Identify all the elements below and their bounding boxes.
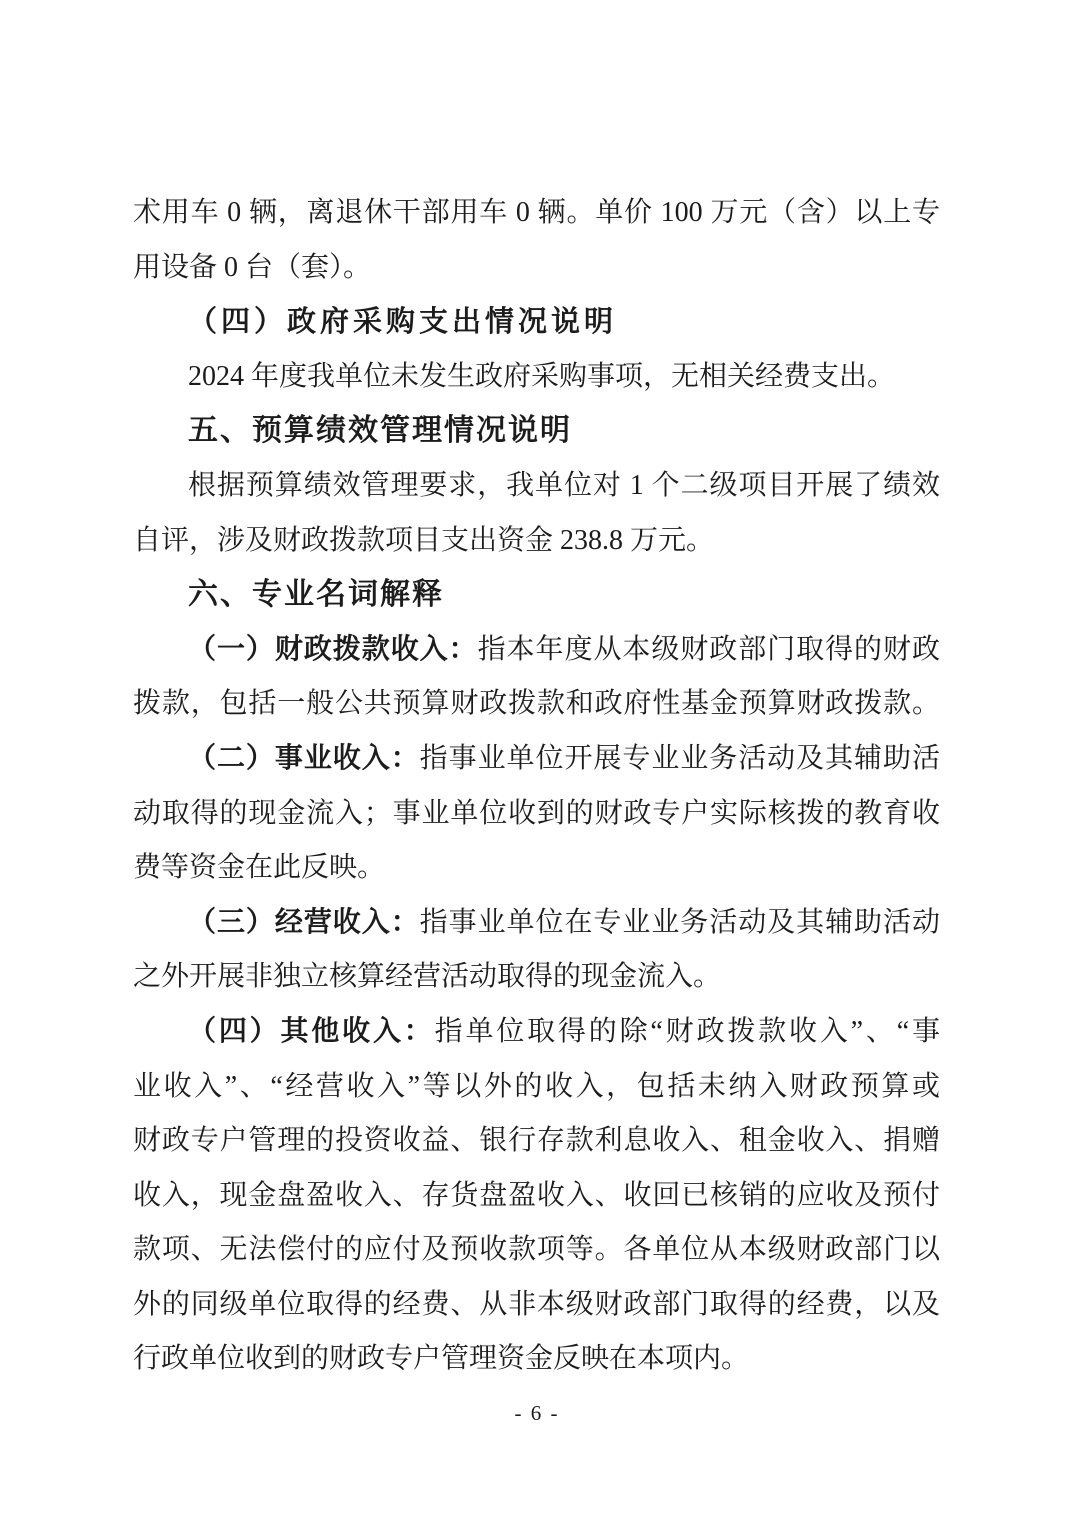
text-line <box>133 677 940 732</box>
text-run: 五、预算绩效管理情况说明 <box>188 414 572 448</box>
subsection-heading <box>133 295 940 350</box>
text-run: 费等资金在此反映。 <box>133 852 386 884</box>
page-number: - 6 - <box>514 1401 560 1425</box>
text-run: 指单位取得的除“财政拨款收入”、“事 <box>434 1015 940 1047</box>
text-line <box>133 950 940 1005</box>
text-line <box>133 623 940 678</box>
text-line <box>133 1060 940 1115</box>
section-heading <box>133 568 940 623</box>
text-run: 外的同级单位取得的经费、从非本级财政部门取得的经费，以及 <box>133 1288 940 1320</box>
text-line <box>133 841 940 896</box>
text-run: 财政专户管理的投资收益、银行存款利息收入、租金收入、捐赠 <box>133 1125 940 1157</box>
text-line <box>133 1332 940 1387</box>
text-run: 收入，现金盘盈收入、存货盘盈收入、收回已核销的应收及预付 <box>133 1179 940 1211</box>
text-line <box>133 514 940 569</box>
text-line <box>133 1005 940 1060</box>
text-run: 自评，涉及财政拨款项目支出资金 238.8 万元。 <box>133 524 715 556</box>
text-run: 指事业单位开展专业业务活动及其辅助活 <box>419 742 940 774</box>
text-run: 术用车 0 辆，离退休干部用车 0 辆。单价 100 万元（含）以上专 <box>133 197 940 228</box>
text-run: 用设备 0 台（套）。 <box>133 251 372 283</box>
term-label: （三）经营收入： <box>188 906 420 938</box>
text-line <box>133 732 940 787</box>
document-body <box>133 186 940 1387</box>
text-line <box>133 787 940 842</box>
text-run: 指本年度从本级财政部门取得的财政 <box>477 633 940 665</box>
text-run: 之外开展非独立核算经营活动取得的现金流入。 <box>133 961 722 993</box>
text-line <box>133 1169 940 1224</box>
term-label: （二）事业收入： <box>188 742 420 774</box>
text-run: 根据预算绩效管理要求，我单位对 1 个二级项目开展了绩效 <box>188 469 940 501</box>
section-heading <box>133 404 940 459</box>
term-label: （一）财政拨款收入： <box>188 633 478 665</box>
text-run: 指事业单位在专业业务活动及其辅助活动 <box>419 906 940 938</box>
text-run: 2024 年度我单位未发生政府采购事项，无相关经费支出。 <box>188 360 896 392</box>
text-run: 行政单位收到的财政专户管理资金反映在本项内。 <box>133 1343 750 1375</box>
text-line <box>133 1278 940 1333</box>
text-line <box>133 896 940 951</box>
text-run: 业收入”、“经营收入”等以外的收入，包括未纳入财政预算或 <box>133 1070 940 1102</box>
text-line <box>133 1223 940 1278</box>
text-line <box>133 1114 940 1169</box>
text-line <box>133 350 940 405</box>
text-run: （四）政府采购支出情况说明 <box>188 306 618 339</box>
text-run: 动取得的现金流入；事业单位收到的财政专户实际核拨的教育收 <box>133 797 940 829</box>
text-run: 拨款，包括一般公共预算财政拨款和政府性基金预算财政拨款。 <box>133 688 940 720</box>
text-line <box>133 241 940 296</box>
text-run: 六、专业名词解释 <box>188 578 444 612</box>
text-line <box>133 186 940 241</box>
text-line <box>133 459 940 514</box>
term-label: （四）其他收入： <box>188 1015 435 1047</box>
text-run: 款项、无法偿付的应付及预收款项等。各单位从本级财政部门以 <box>133 1234 940 1266</box>
